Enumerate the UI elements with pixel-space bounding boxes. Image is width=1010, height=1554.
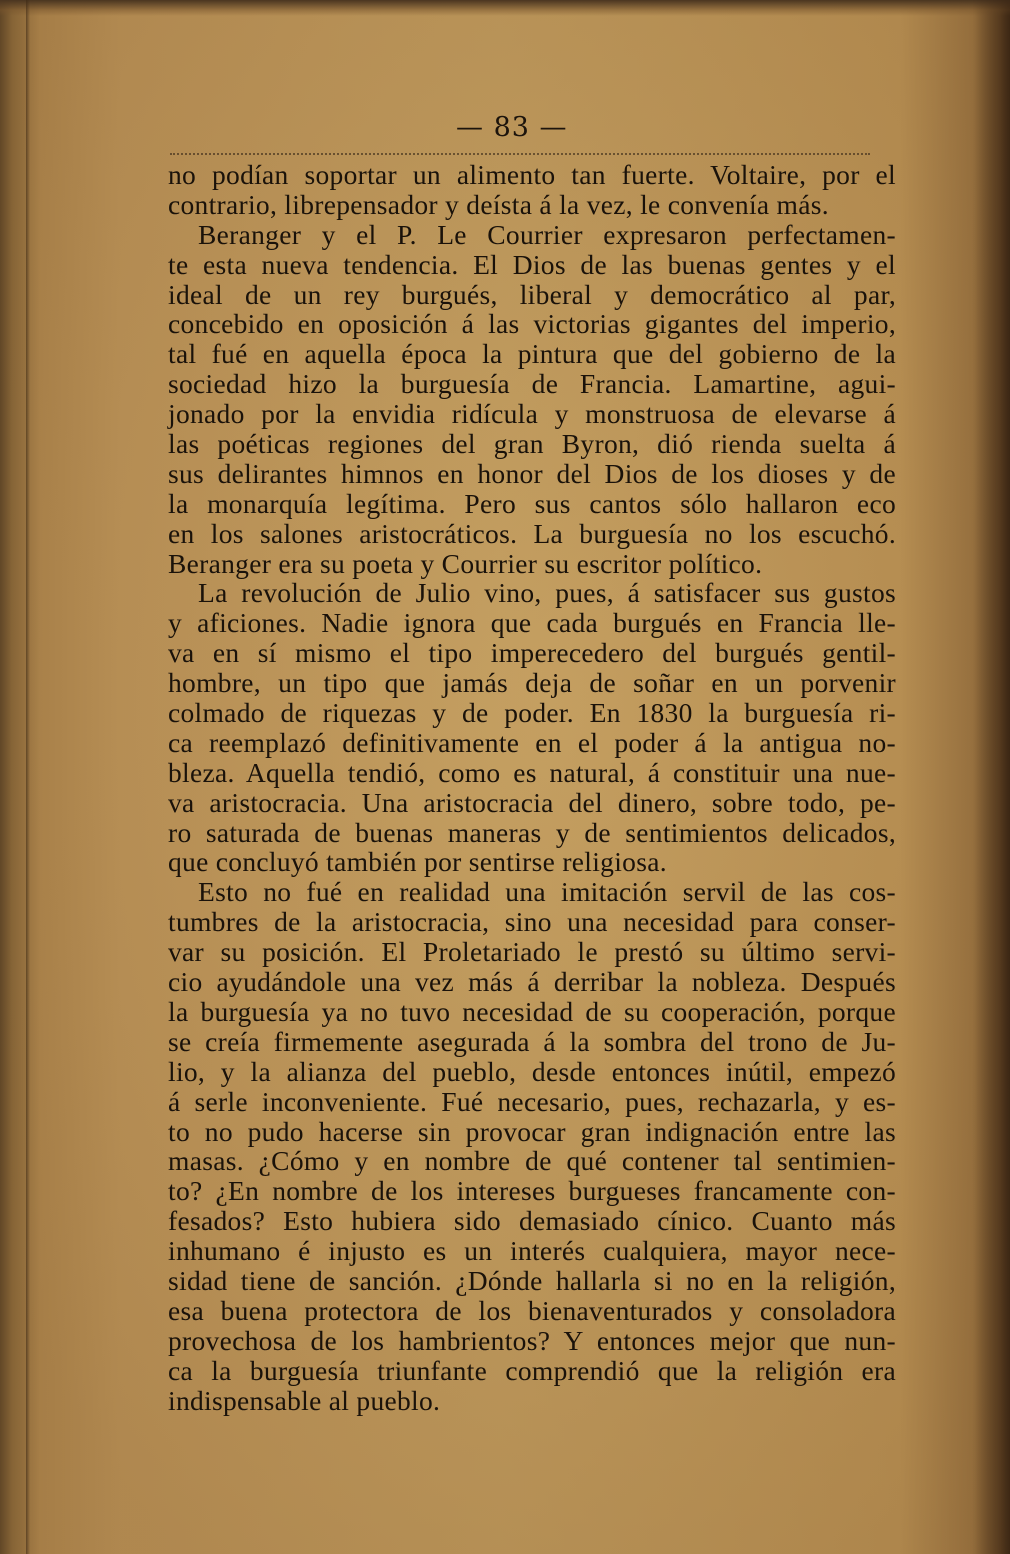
text-line: concebido en oposición á las victorias gigantes del imperio, xyxy=(168,308,896,340)
text-line: esa buena protectora de los bienaventurados y consoladora xyxy=(168,1294,896,1326)
text-line: va aristocracia. Una aristocracia del dinero, sobre todo, pe- xyxy=(168,786,896,818)
text-line: indispensable al pueblo. xyxy=(168,1384,441,1416)
text-line: var su posición. El Proletariado le prestó su último servi- xyxy=(168,936,896,968)
text-line: va en sí mismo el tipo imperecedero del burgués gentil- xyxy=(168,637,896,669)
text-line: lio, y la alianza del pueblo, desde entonces inútil, empezó xyxy=(168,1055,896,1087)
text-line: sidad tiene de sanción. ¿Dónde hallarla si no en la religión, xyxy=(168,1264,896,1296)
text-line: La revolución de Julio vino, pues, á satisfacer sus gustos xyxy=(198,577,896,609)
text-line: ro saturada de buenas maneras y de sentimientos delicados, xyxy=(168,816,896,848)
header-rule xyxy=(170,153,870,155)
text-line: bleza. Aquella tendió, como es natural, á constituir una nue- xyxy=(168,756,896,788)
text-line: en los salones aristocráticos. La burguesía no los escuchó. xyxy=(168,517,896,549)
page-top-edge xyxy=(0,0,1010,16)
text-line: cio ayudándole una vez más á derribar la nobleza. Después xyxy=(168,966,896,998)
text-line: sociedad hizo la burguesía de Francia. Lamartine, agui- xyxy=(168,368,896,400)
text-line: Esto no fué en realidad una imitación servil de las cos- xyxy=(198,876,896,908)
text-line: que concluyó también por sentirse religiosa. xyxy=(168,846,667,878)
text-line: contrario, librepensador y deísta á la vez, le convenía más. xyxy=(168,188,829,220)
text-line: jonado por la envidia ridícula y monstruosa de elevarse á xyxy=(168,398,896,430)
text-line: Beranger y el P. Le Courrier expresaron perfectamen- xyxy=(198,218,896,250)
body-text xyxy=(168,160,896,1415)
text-line: hombre, un tipo que jamás deja de soñar en un porvenir xyxy=(168,667,896,699)
text-line: inhumano é injusto es un interés cualquiera, mayor nece- xyxy=(168,1235,896,1267)
page-right-edge xyxy=(972,0,1010,1554)
text-line: provechosa de los hambrientos? Y entonces mejor que nun- xyxy=(168,1324,896,1356)
text-line: la monarquía legítima. Pero sus cantos sólo hallaron eco xyxy=(168,487,896,519)
text-line: la burguesía ya no tuvo necesidad de su cooperación, porque xyxy=(168,995,896,1027)
text-line: no podían soportar un alimento tan fuerte. Voltaire, por el xyxy=(168,159,896,190)
text-line: las poéticas regiones del gran Byron, dió rienda suelta á xyxy=(168,428,896,460)
text-line: to? ¿En nombre de los intereses burgueses francamente con- xyxy=(168,1175,896,1207)
text-line: ca reemplazó definitivamente en el poder á la antigua no- xyxy=(168,726,896,758)
text-line: ca la burguesía triunfante comprendió que la religión era xyxy=(168,1354,896,1386)
text-line: se creía firmemente asegurada á la sombra del trono de Ju- xyxy=(168,1025,896,1057)
text-line: sus delirantes himnos en honor del Dios de los dioses y de xyxy=(168,457,896,489)
text-line: colmado de riquezas y de poder. En 1830 la burguesía ri- xyxy=(168,697,896,729)
text-line: fesados? Esto hubiera sido demasiado cínico. Cuanto más xyxy=(168,1205,896,1237)
text-line: to no pudo hacerse sin provocar gran indignación entre las xyxy=(168,1115,896,1147)
text-line: ideal de un rey burgués, liberal y democrático al par, xyxy=(168,278,896,310)
text-line: Beranger era su poeta y Courrier su escritor político. xyxy=(168,547,763,579)
text-line: tal fué en aquella época la pintura que del gobierno de la xyxy=(168,338,896,370)
page-number: — 83 — xyxy=(456,112,568,143)
text-line: tumbres de la aristocracia, sino una necesidad para conser- xyxy=(168,906,896,938)
text-line: te esta nueva tendencia. El Dios de las buenas gentes y el xyxy=(168,248,896,280)
book-spine-shadow xyxy=(26,0,30,1554)
text-line: y aficiones. Nadie ignora que cada burgués en Francia lle- xyxy=(168,607,896,639)
text-line: á serle inconveniente. Fué necesario, pues, rechazarla, y es- xyxy=(168,1085,896,1117)
text-line: masas. ¿Cómo y en nombre de qué contener tal sentimien- xyxy=(168,1145,896,1177)
